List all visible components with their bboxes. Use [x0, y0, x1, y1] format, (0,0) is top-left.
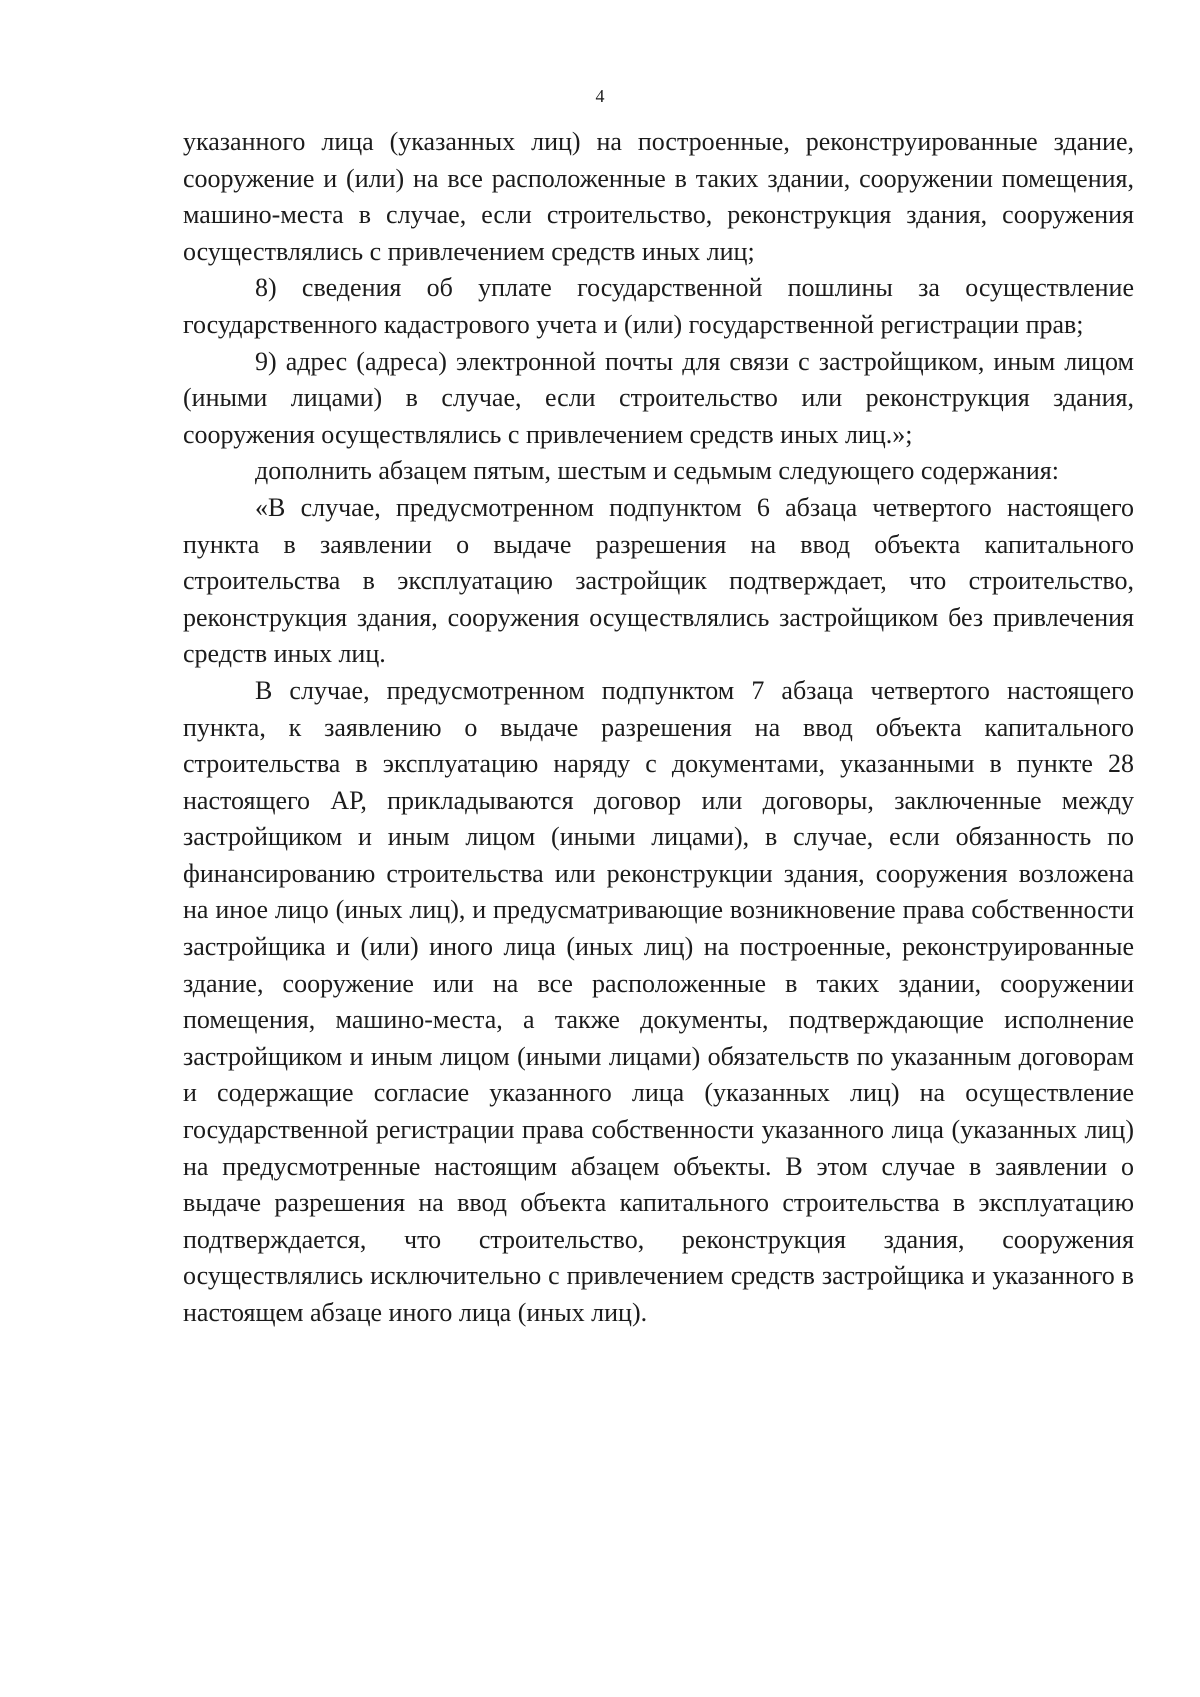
document-body [183, 124, 1134, 1332]
paragraph-clause-5: «В случае, предусмотренном подпунктом 6 абзаца четвертого настоящего пункта в заявлении о выдаче разрешения на ввод объекта капитального строительства в эксплуатацию застройщик подтверждает, что строительство, реконструкция здания, сооружения осуществлялись застройщиком без привлечения средств иных лиц. [183, 492, 1134, 669]
paragraph-item-8: 8) сведения об уплате государственной пошлины за осуществление государственного кадастрового учета и (или) государственной регистрации прав; [183, 273, 1134, 339]
paragraph-item-9: 9) адрес (адреса) электронной почты для связи с застройщиком, иным лицом (иными лицами) в случае, если строительство или реконструкция здания, сооружения осуществлялись с привлечением средств иных лиц.»; [183, 346, 1134, 449]
paragraph-clause-6: В случае, предусмотренном подпунктом 7 абзаца четвертого настоящего пункта, к заявлению о выдаче разрешения на ввод объекта капитального строительства в эксплуатацию наряду с документами, указанными в пункте 28 настоящего АР, прикладываются договор или договоры, заключенные между застройщиком и иным лицом (иными лицами), в случае, если обязанность по финансированию строительства или реконструкции здания, сооружения возложена на иное лицо (иных лиц), и предусматривающие возникновение права собственности застройщика и (или) иного лица (иных лиц) на построенные, реконструированные здание, сооружение или на все расположенные в таких здании, сооружении помещения, машино-места, а также документы, подтверждающие исполнение застройщиком и иным лицом (иными лицами) обязательств по указанным договорам и содержащие согласие указанного лица (указанных лиц) на осуществление государственной регистрации права собственности указанного лица (указанных лиц) на предусмотренные настоящим абзацем объекты. В этом случае в заявлении о выдаче разрешения на ввод объекта капитального строительства в эксплуатацию подтверждается, что строительство, реконструкция здания, сооружения осуществлялись исключительно с привлечением средств застройщика и указанного в настоящем абзаце иного лица (иных лиц). [183, 675, 1134, 1327]
page-number: 4 [595, 86, 605, 106]
paragraph-amendment-intro: дополнить абзацем пятым, шестым и седьмым следующего содержания: [255, 456, 1059, 486]
paragraph-continuation: указанного лица (указанных лиц) на построенные, реконструированные здание, сооружение и (или) на все расположенные в таких здании, сооружении помещения, машино-места в случае, если строительство, реконструкция здания, сооружения осуществлялись с привлечением средств иных лиц; [183, 127, 1134, 266]
